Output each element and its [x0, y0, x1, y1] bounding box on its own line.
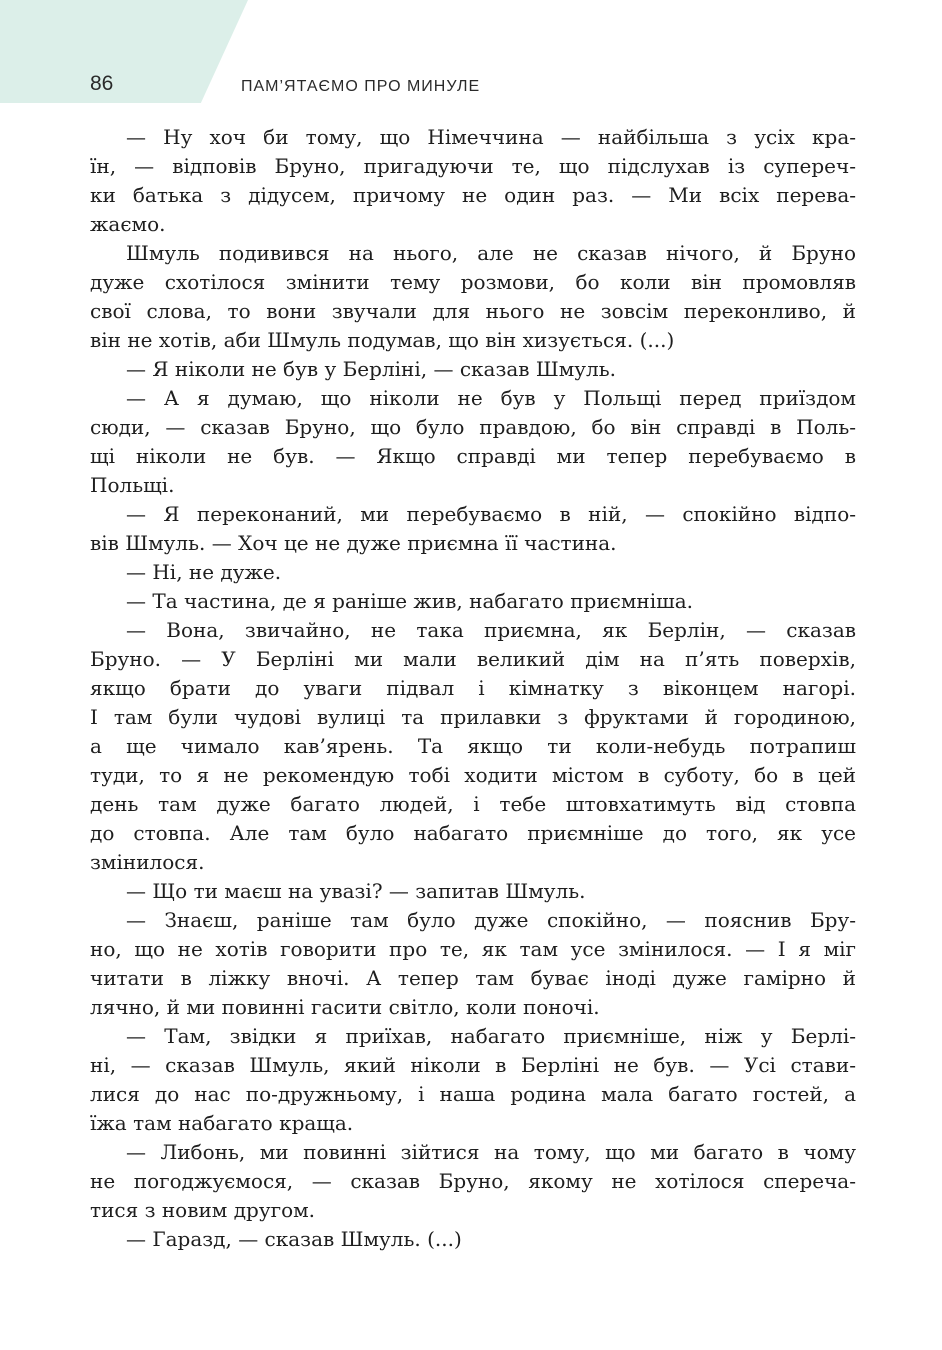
text-line: — Та частина, де я раніше жив, набагато приємніша.	[126, 589, 694, 613]
text-line: — Я переконаний, ми перебуваємо в ній, — спокійно відпо-	[126, 502, 856, 526]
text-line: сюди, — сказав Бруно, що було правдою, бо він справді в Поль-	[90, 415, 856, 439]
paragraph	[90, 355, 856, 384]
text-line: не погоджуємося, — сказав Бруно, якому не хотілося сперeча-	[90, 1169, 856, 1193]
text-line: свої слова, то вони звучали для нього не зовсім переконливо, й	[90, 299, 856, 323]
text-line: но, що не хотів говорити про те, як там усе змінилося. — І я міг	[90, 937, 856, 961]
paragraph	[90, 587, 856, 616]
text-line: туди, то я не рекомендую тобі ходити містом в суботу, бо в цей	[90, 763, 856, 787]
paragraph	[90, 239, 856, 355]
paragraph	[90, 1022, 856, 1138]
text-line: дуже схотілося змінити тему розмови, бо коли він промовляв	[90, 270, 856, 294]
text-line: — Знаєш, раніше там було дуже спокійно, — пояснив Бру-	[126, 908, 856, 932]
paragraph	[90, 558, 856, 587]
text-line: жаємо.	[90, 212, 166, 236]
text-line: вів Шмуль. — Хоч це не дуже приємна її частина.	[90, 531, 617, 555]
text-line: їн, — відповів Бруно, пригадуючи те, що підслухав із супереч-	[90, 154, 856, 178]
story-text	[90, 123, 856, 1254]
text-line: їжа там набагато краща.	[90, 1111, 354, 1135]
text-line: — Ні, не дуже.	[126, 560, 282, 584]
paragraph	[90, 384, 856, 500]
text-line: лячно, й ми повинні гасити світло, коли поночі.	[90, 995, 600, 1019]
text-line: до стовпа. Але там було набагато приємніше до того, як усе	[90, 821, 856, 845]
text-line: читати в ліжку вночі. А тепер там буває іноді дуже гамірно й	[90, 966, 856, 990]
paragraph	[90, 500, 856, 558]
text-line: — Я ніколи не був у Берліні, — сказав Шмуль.	[126, 357, 617, 381]
text-line: — Там, звідки я приїхав, набагато приємніше, ніж у Берлі-	[126, 1024, 856, 1048]
page-number: 86	[90, 72, 114, 95]
paragraph	[90, 906, 856, 1022]
text-line: ні, — сказав Шмуль, який ніколи в Берліні не був. — Усі стави-	[90, 1053, 856, 1077]
running-header-title: ПАМ’ЯТАЄМО ПРО МИНУЛЕ	[241, 78, 481, 95]
text-line: Бруно. — У Берліні ми мали великий дім на п’ять поверхів,	[90, 647, 856, 671]
text-line: якщо брати до уваги підвал і кімнатку з віконцем нагорі.	[90, 676, 856, 700]
paragraph	[90, 616, 856, 877]
text-line: — Вона, звичайно, не така приємна, як Берлін, — сказав	[126, 618, 856, 642]
text-line: — А я думаю, що ніколи не був у Польщі перед приїздом	[126, 386, 856, 410]
text-line: день там дуже багато людей, і тебе штовхатимуть від стовпа	[90, 792, 856, 816]
paragraph	[90, 877, 856, 906]
text-line: І там були чудові вулиці та прилавки з фруктами й городиною,	[90, 705, 856, 729]
paragraph	[90, 1138, 856, 1225]
text-line: Шмуль подивився на нього, але не сказав нічого, й Бруно	[126, 241, 856, 265]
paragraph	[90, 123, 856, 239]
header-corner-tab	[0, 0, 248, 103]
text-line: Польщі.	[90, 473, 175, 497]
text-line: — Ну хоч би тому, що Німеччина — найбільша з усіх кра-	[126, 125, 856, 149]
text-line: щі ніколи не був. — Якщо справді ми тепер перебуваємо в	[90, 444, 856, 468]
text-line: — Либонь, ми повинні зійтися на тому, що ми багато в чому	[126, 1140, 856, 1164]
text-line: а ще чимало кав’ярень. Та якщо ти коли-небудь потрапиш	[90, 734, 856, 758]
text-line: він не хотів, аби Шмуль подумав, що він хизується. (...)	[90, 328, 675, 352]
text-line: ки батька з дідусем, причому не один раз. — Ми всіх перева-	[90, 183, 856, 207]
text-line: — Гаразд, — сказав Шмуль. (...)	[126, 1227, 462, 1251]
paragraph	[90, 1225, 856, 1254]
text-line: — Що ти маєш на увазі? — запитав Шмуль.	[126, 879, 586, 903]
text-line: тися з новим другом.	[90, 1198, 316, 1222]
text-line: змінилося.	[90, 850, 205, 874]
text-line: лися до нас по-дружньому, і наша родина мала багато гостей, а	[90, 1082, 856, 1106]
